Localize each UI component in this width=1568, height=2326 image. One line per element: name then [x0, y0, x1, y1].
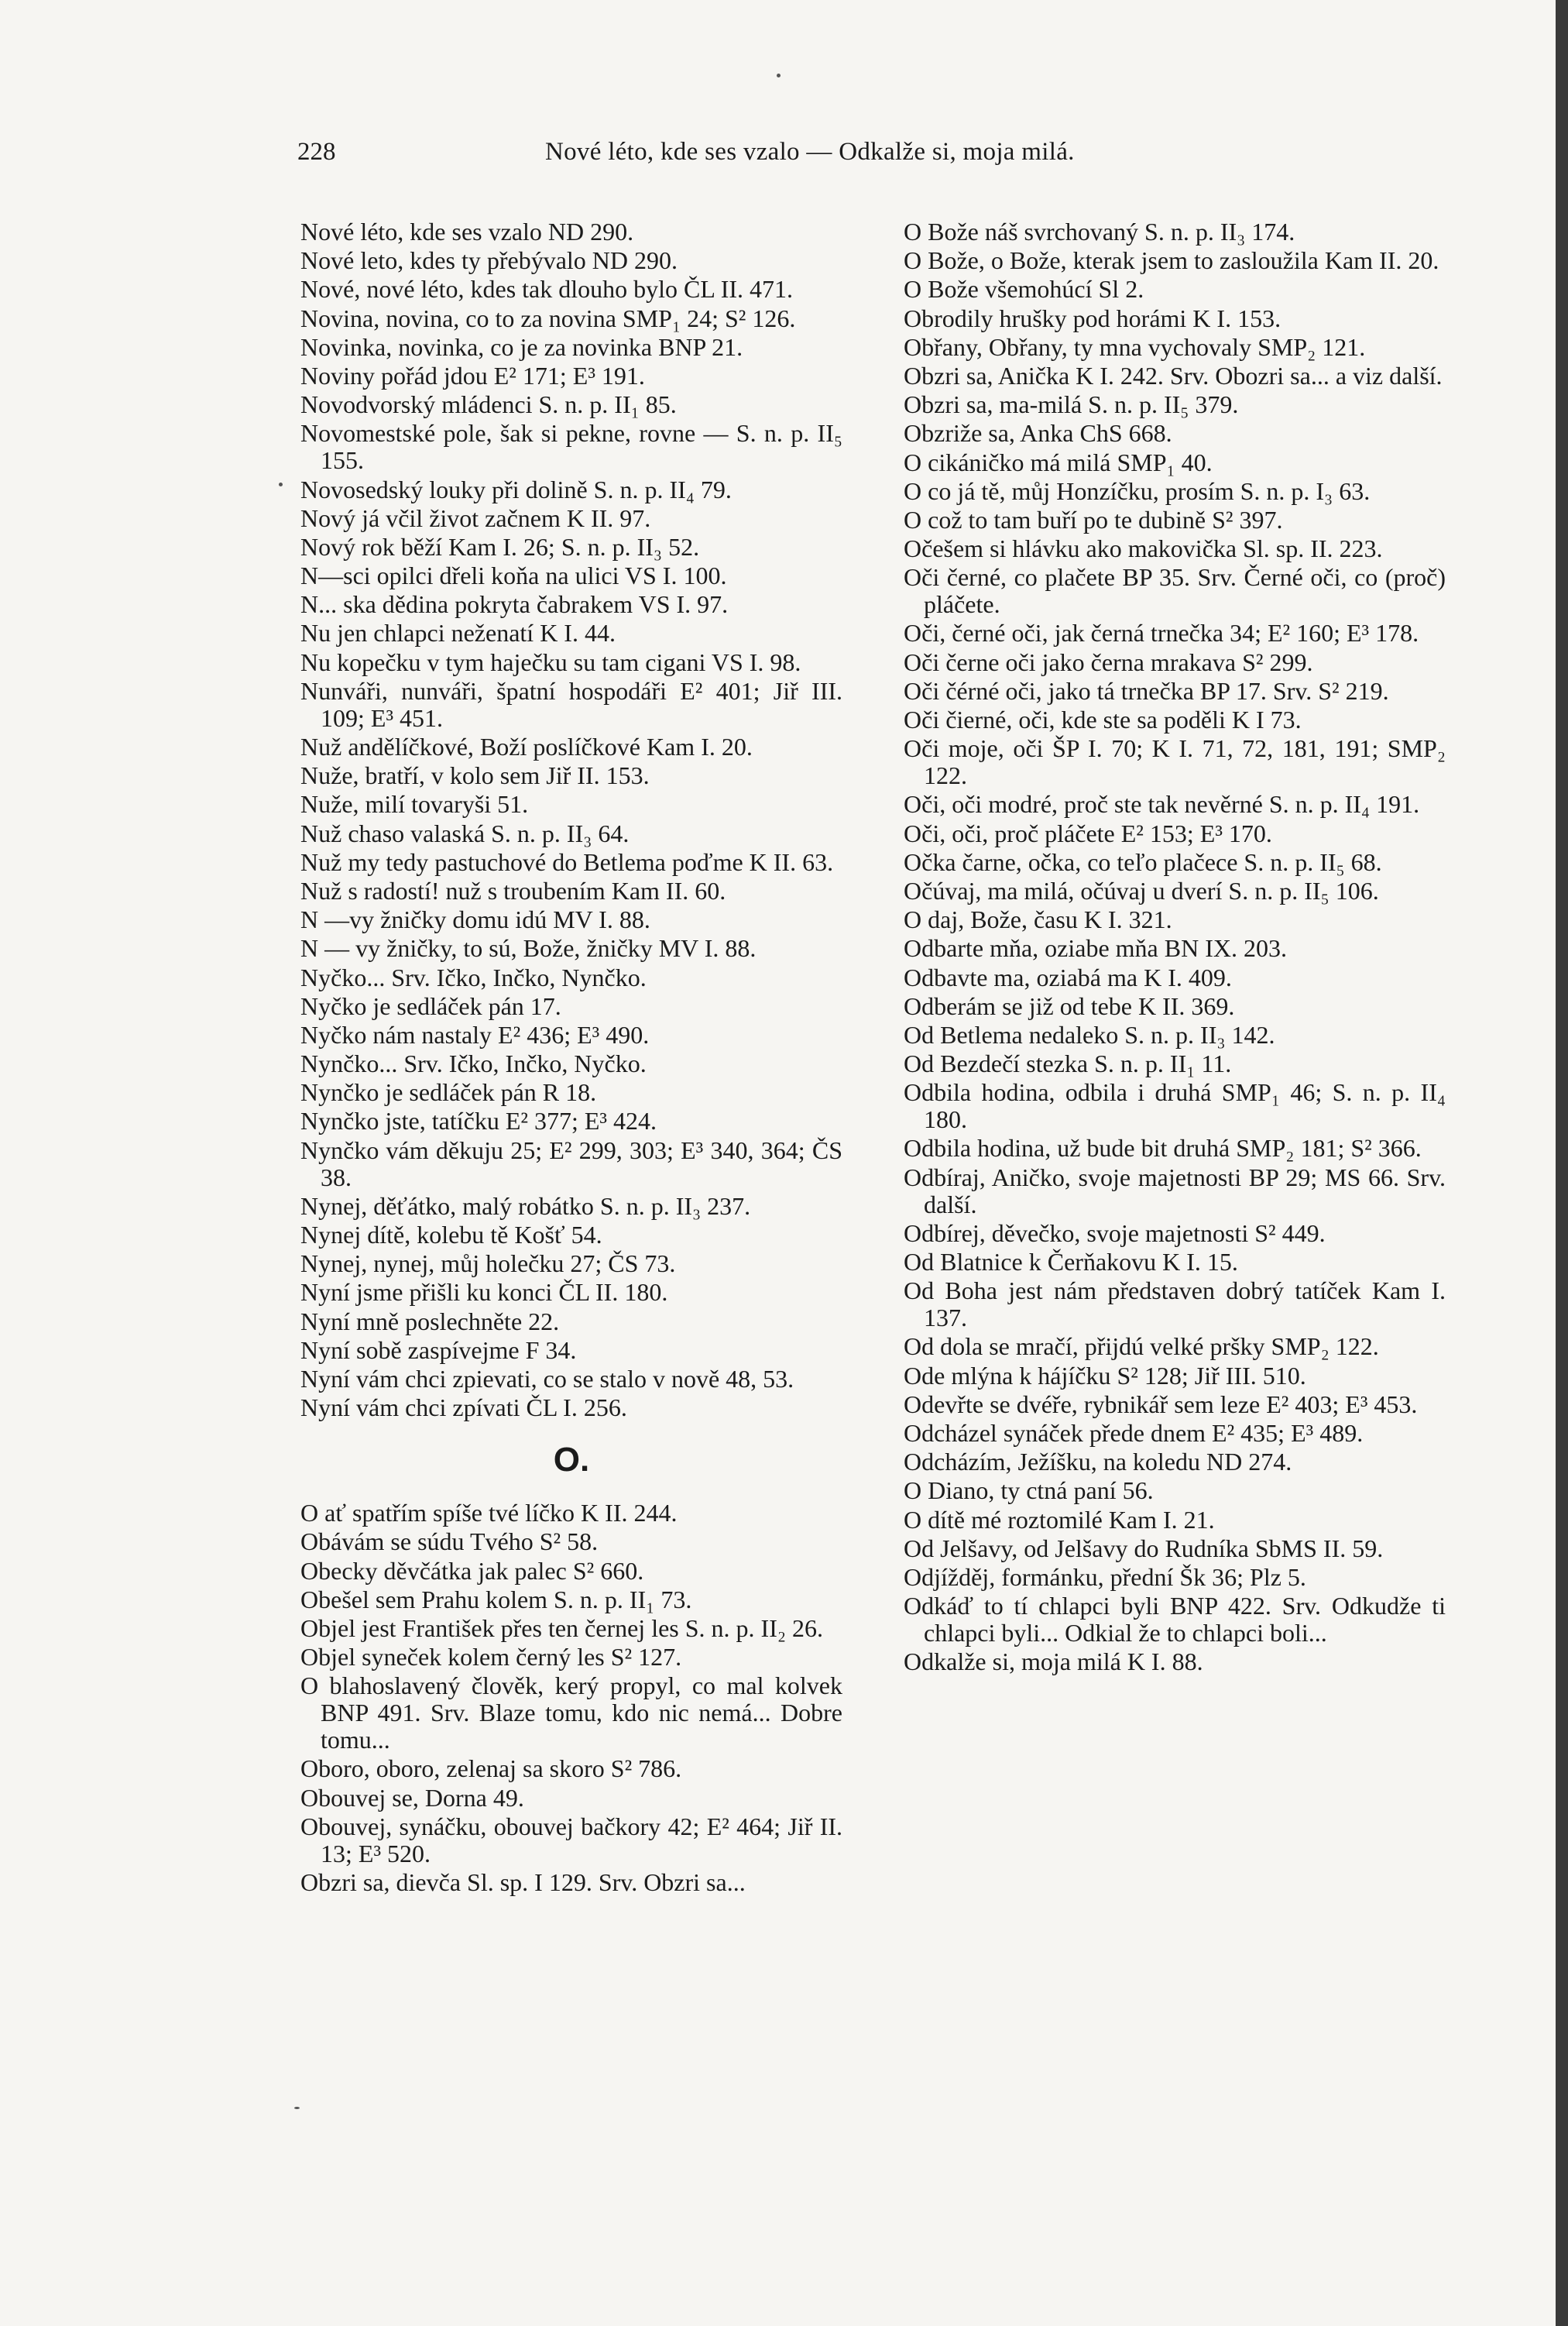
- index-entry: Od dola se mračí, přijdú velké pršky SMP₂ 122.: [904, 1332, 1379, 1361]
- index-entry: Oči, oči modré, proč ste tak nevěrné S. n. p. II₄ 191.: [904, 790, 1420, 819]
- index-entry: Očúvaj, ma milá, očúvaj u dverí S. n. p. II₅ 106.: [904, 876, 1379, 905]
- index-entry: N — vy žničky, to sú, Bože, žničky MV I. 88.: [300, 934, 757, 963]
- running-title: Nové léto, kde ses vzalo — Odkalže si, moja milá.: [545, 138, 1075, 166]
- index-entry: O Bože všemohúcí Sl 2.: [904, 275, 1144, 304]
- index-entry: Obouvej, synáčku, obouvej bačkory 42; E² 464; Jiř II. 13; E³ 520.: [300, 1812, 842, 1867]
- index-entry: Novomestské pole, šak si pekne, rovne — S. n. p. II₅ 155.: [300, 419, 842, 475]
- index-entry: Nu kopečku v tym haječku su tam cigani VS I. 98.: [300, 648, 801, 676]
- index-entry: Od Jelšavy, od Jelšavy do Rudníka SbMS II. 59.: [904, 1534, 1384, 1562]
- page-edge-shadow: [1556, 0, 1568, 2326]
- index-entry: Nový rok běží Kam I. 26; S. n. p. II₃ 52.: [300, 532, 700, 561]
- index-entry: Od Blatnice k Čerňakovu K I. 15.: [904, 1248, 1238, 1276]
- index-entry: O daj, Bože, času K I. 321.: [904, 905, 1172, 934]
- index-entry: Nuže, bratří, v kolo sem Jiř II. 153.: [300, 761, 650, 790]
- section-letter-heading: O.: [553, 1441, 590, 1479]
- index-entry: Obzri sa, dievča Sl. sp. I 129. Srv. Obzri sa...: [300, 1868, 746, 1896]
- index-entry: Odkáď to tí chlapci byli BNP 422. Srv. Odkudže ti chlapci byli... Odkial že to chlapci boli...: [904, 1592, 1446, 1647]
- page-number: 228: [297, 138, 336, 166]
- index-entry: Od Boha jest nám představen dobrý tatíček Kam I. 137.: [904, 1276, 1446, 1332]
- index-entry: Očka čarne, očka, co teľo plačece S. n. p. II₅ 68.: [904, 847, 1382, 876]
- index-entry: Novinka, novinka, co je za novinka BNP 21.: [300, 332, 743, 361]
- index-entry: Oči černe oči jako černa mrakava S² 299.: [904, 648, 1313, 676]
- entry-list-o: [300, 1500, 842, 1896]
- index-entry: Odberám se již od tebe K II. 369.: [904, 991, 1235, 1020]
- index-entry: Obávám se súdu Tvého S² 58.: [300, 1527, 599, 1556]
- index-entry: Odbíraj, Aničko, svoje majetnosti BP 29; MS 66. Srv. další.: [904, 1163, 1446, 1218]
- index-entry: O Bože, o Bože, kterak jsem to zasloužila Kam II. 20.: [904, 246, 1439, 275]
- index-entry: Objel syneček kolem černý les S² 127.: [300, 1643, 682, 1671]
- index-entry: Nyčko je sedláček pán 17.: [300, 991, 561, 1020]
- index-entry: Obrodily hrušky pod horámi K I. 153.: [904, 304, 1282, 332]
- index-entry: Objel jest František přes ten černej les S. n. p. II₂ 26.: [300, 1613, 823, 1642]
- index-entry: Od Bezdečí stezka S. n. p. II₁ 11.: [904, 1050, 1232, 1078]
- index-entry: Novodvorský mládenci S. n. p. II₁ 85.: [300, 390, 677, 419]
- index-entry: Odbila hodina, odbila i druhá SMP₁ 46; S. n. p. II₄ 180.: [904, 1078, 1446, 1134]
- index-entry: Nynej, děťátko, malý robátko S. n. p. II₃ 237.: [300, 1191, 751, 1220]
- index-entry: Nyní jsme přišli ku konci ČL II. 180.: [300, 1278, 668, 1307]
- index-entry: Nuž my tedy pastuchové do Betlema poďme K II. 63.: [300, 847, 834, 876]
- index-entry: Odcházel synáček přede dnem E² 435; E³ 489.: [904, 1418, 1364, 1447]
- index-entry: Nuž chaso valaská S. n. p. II₃ 64.: [300, 819, 630, 847]
- index-entry: Nynčko je sedláček pán R 18.: [300, 1078, 597, 1107]
- index-entry: Od Betlema nedaleko S. n. p. II₃ 142.: [904, 1020, 1275, 1049]
- index-entry: Odbírej, děvečko, svoje majetnosti S² 449.: [904, 1218, 1326, 1247]
- left-column: [300, 218, 842, 1898]
- index-entry: Nu jen chlapci neženatí K I. 44.: [300, 619, 616, 648]
- index-entry: Obzri sa, ma-milá S. n. p. II₅ 379.: [904, 390, 1239, 419]
- index-entry: Odbila hodina, už bude bit druhá SMP₂ 181; S² 366.: [904, 1134, 1422, 1163]
- index-entry: O cikáničko má milá SMP₁ 40.: [904, 448, 1213, 476]
- index-entry: Obzriže sa, Anka ChS 668.: [904, 419, 1172, 448]
- index-entry: Obecky děvčátka jak palec S² 660.: [300, 1556, 644, 1585]
- index-entry: O ať spatřím spíše tvé líčko K II. 244.: [300, 1499, 678, 1527]
- index-entry: Odbarte mňa, oziabe mňa BN IX. 203.: [904, 934, 1287, 963]
- index-entry: Nyní vám chci zpievati, co se stalo v nově 48, 53.: [300, 1364, 794, 1393]
- index-entry: N —vy žničky domu idú MV I. 88.: [300, 905, 650, 934]
- index-entry: Odcházím, Ježíšku, na koledu ND 274.: [904, 1448, 1292, 1476]
- index-entry: N... ska dědina pokryta čabrakem VS I. 97.: [300, 590, 729, 619]
- index-entry: Nynčko jste, tatíčku E² 377; E³ 424.: [300, 1107, 657, 1136]
- index-entry: Nové, nové léto, kdes tak dlouho bylo ČL II. 471.: [300, 275, 794, 304]
- index-entry: Odbavte ma, oziabá ma K I. 409.: [904, 963, 1232, 991]
- index-entry: Odkalže si, moja milá K I. 88.: [904, 1647, 1203, 1676]
- print-speck: [294, 2107, 300, 2109]
- index-entry: Oči čierné, oči, kde ste sa poděli K I 73.: [904, 706, 1302, 734]
- print-speck: [279, 483, 283, 486]
- index-entry: Obouvej se, Dorna 49.: [300, 1783, 524, 1812]
- index-entry: Nyní mně poslechněte 22.: [300, 1307, 560, 1335]
- index-entry: Nynčko... Srv. Ičko, Inčko, Nyčko.: [300, 1050, 647, 1078]
- index-entry: Obešel sem Prahu kolem S. n. p. II₁ 73.: [300, 1585, 692, 1613]
- index-entry: Oči, oči, proč pláčete E² 153; E³ 170.: [904, 819, 1272, 847]
- index-entry: Nyčko... Srv. Ičko, Inčko, Nynčko.: [300, 963, 647, 991]
- index-entry: Obzri sa, Anička K I. 242. Srv. Obozri sa... a viz další.: [904, 361, 1443, 390]
- index-entry: Nunváři, nunváři, špatní hospodáři E² 401; Jiř III. 109; E³ 451.: [300, 676, 842, 732]
- index-entry: Oboro, oboro, zelenaj sa skoro S² 786.: [300, 1754, 682, 1783]
- index-entry: Nynej, nynej, můj holečku 27; ČS 73.: [300, 1249, 676, 1278]
- index-entry: Nuž andělíčkové, Boží poslíčkové Kam I. 20.: [300, 733, 753, 761]
- index-entry: Nynej dítě, kolebu tě Košť 54.: [300, 1221, 602, 1249]
- index-entry: N—sci opilci dřeli koňa na ulici VS I. 100.: [300, 562, 727, 590]
- index-entry: Nyní vám chci zpívati ČL I. 256.: [300, 1393, 627, 1422]
- index-entry: Noviny pořád jdou E² 171; E³ 191.: [300, 361, 645, 390]
- index-entry: Nyní sobě zaspívejme F 34.: [300, 1335, 577, 1364]
- page-header: [297, 138, 1196, 177]
- index-entry: O Bože náš svrchovaný S. n. p. II₃ 174.: [904, 218, 1295, 246]
- index-entry: Očešem si hlávku ako makovička Sl. sp. II. 223.: [904, 534, 1383, 563]
- index-entry: O Diano, ty ctná paní 56.: [904, 1476, 1154, 1505]
- index-entry: Nynčko vám děkuju 25; E² 299, 303; E³ 340, 364; ČS 38.: [300, 1136, 842, 1191]
- index-entry: O co já tě, můj Honzíčku, prosím S. n. p. I₃ 63.: [904, 476, 1371, 505]
- index-entry: Novosedský louky při dolině S. n. p. II₄ 79.: [300, 475, 732, 503]
- index-entry: Oči čérné oči, jako tá trnečka BP 17. Srv. S² 219.: [904, 676, 1389, 705]
- entry-list-o-continued: [904, 218, 1446, 1675]
- index-entry: Nuže, milí tovaryši 51.: [300, 790, 529, 819]
- index-entry: Oči moje, oči ŠP I. 70; K I. 71, 72, 181, 191; SMP₂ 122.: [904, 734, 1446, 790]
- index-entry: O blahoslavený člověk, kerý propyl, co mal kolvek BNP 491. Srv. Blaze tomu, kdo nic nemá... Dobre tomu...: [300, 1671, 842, 1754]
- index-entry: Oči černé, co plačete BP 35. Srv. Černé oči, co (proč) pláčete.: [904, 563, 1446, 619]
- index-entry: Nové leto, kdes ty přebývalo ND 290.: [300, 246, 678, 275]
- entry-list-n: [300, 218, 842, 1421]
- index-entry: Odevřte se dvéře, rybnikář sem leze E² 403; E³ 453.: [904, 1390, 1418, 1418]
- index-entry: O dítě mé roztomilé Kam I. 21.: [904, 1505, 1215, 1534]
- index-entry: Nuž s radostí! nuž s troubením Kam II. 60.: [300, 876, 726, 905]
- index-entry: Ode mlýna k hájíčku S² 128; Jiř III. 510.: [904, 1361, 1306, 1390]
- index-entry: Nové léto, kde ses vzalo ND 290.: [300, 218, 634, 246]
- index-entry: Novina, novina, co to za novina SMP₁ 24; S² 126.: [300, 304, 796, 332]
- index-entry: Obřany, Obřany, ty mna vychovaly SMP₂ 121.: [904, 332, 1366, 361]
- right-column: [904, 218, 1446, 1677]
- index-entry: Nyčko nám nastaly E² 436; E³ 490.: [300, 1020, 650, 1049]
- index-entry: Oči, černé oči, jak černá trnečka 34; E² 160; E³ 178.: [904, 619, 1419, 648]
- print-speck: [777, 74, 781, 77]
- index-entry: Nový já včil život začnem K II. 97.: [300, 503, 651, 532]
- index-entry: Odjížděj, formánku, přední Šk 36; Plz 5.: [904, 1562, 1306, 1591]
- index-entry: O což to tam buří po te dubině S² 397.: [904, 505, 1283, 534]
